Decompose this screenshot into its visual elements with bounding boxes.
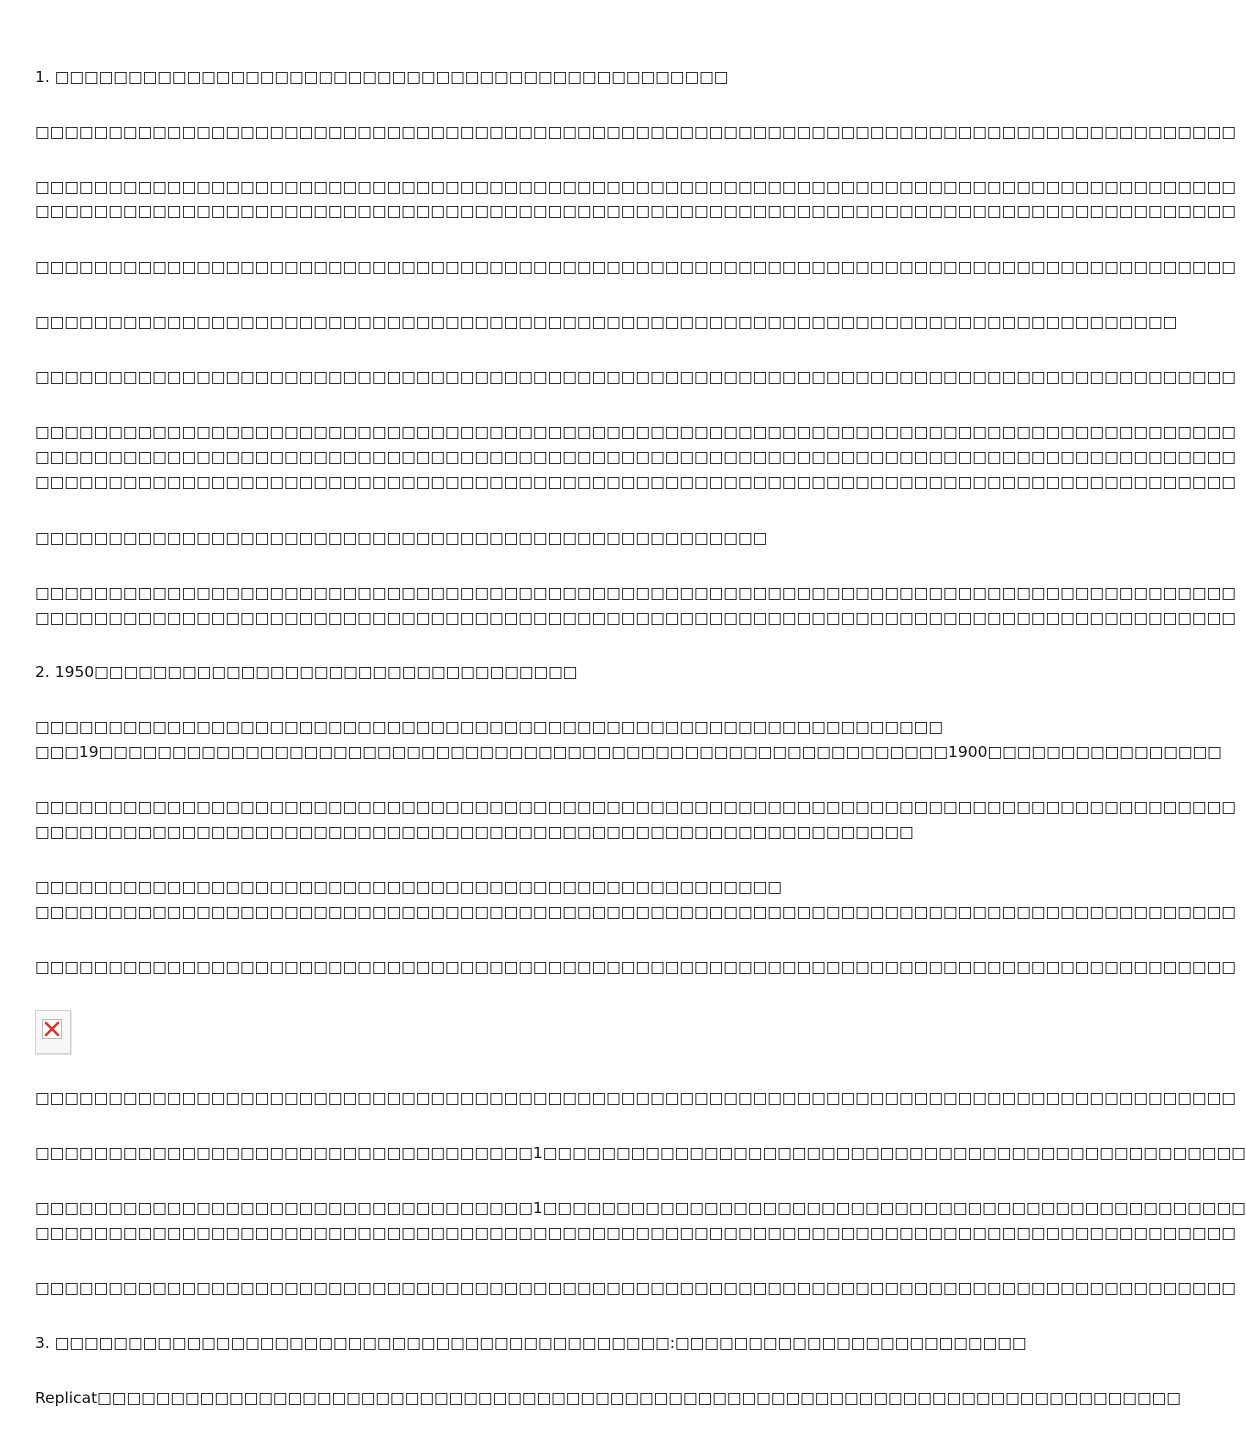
paragraph-line: □□□□□□□□□□□□□□□□□□□□□□□□□□□□□□□□□□□□□□□□□□□□□□□□□□□□□□□□□□□□□□□□□□□□□□□□□□□□□□□□□□ xyxy=(35,609,1236,627)
paragraph-line: □□□□□□□□□□□□□□□□□□□□□□□□□□□□□□□□□□□□□□□□□□□□□□□□□□□ xyxy=(35,878,782,896)
paragraph-line: Replicat□□□□□□□□□□□□□□□□□□□□□□□□□□□□□□□□□□□□□□□□□□□□□□□□□□□□□□□□□□□□□□□□□□□□□□□□□□ xyxy=(35,1389,1181,1407)
paragraph-line: □□□□□□□□□□□□□□□□□□□□□□□□□□□□□□□□□□□□□□□□□□□□□□□□□□□□□□□□□□□□□□□□□□□□□□□□□□□□□□□□□□ xyxy=(35,1224,1236,1242)
paragraph-line: □□□□□□□□□□□□□□□□□□□□□□□□□□□□□□□□□□□□□□□□□□□□□□□□□□□□□□□□□□□□□□□□□□□□□□□□□□□□□□□□□□ xyxy=(35,798,1236,816)
paragraph-line: □□□□□□□□□□□□□□□□□□□□□□□□□□□□□□□□□□□□□□□□□□□□□□□□□□□□□□□□□□□□□□□□□□□□□□□□□□□□□□□□□□ xyxy=(35,903,1236,921)
paragraph-line: □□□□□□□□□□□□□□□□□□□□□□□□□□□□□□□□□□□□□□□□□□□□□□□□□□□□□□□□□□□□□□□□□□□□□□□□□□□□□□□□□□ xyxy=(35,423,1236,441)
paragraph-line: □□□□□□□□□□□□□□□□□□□□□□□□□□□□□□□□□□□□□□□□□□□□□□□□□□□□□□□□□□□□ xyxy=(35,823,914,841)
section-heading-1: 1. □□□□□□□□□□□□□□□□□□□□□□□□□□□□□□□□□□□□□□□□□□□□□□ xyxy=(35,68,729,86)
paragraph-line: □□□□□□□□□□□□□□□□□□□□□□□□□□□□□□□□□□□□□□□□□□□□□□□□□□□□□□□□□□□□□□□□□□□□□□□□□□□□□□□□□□ xyxy=(35,178,1236,196)
paragraph-line: □□□□□□□□□□□□□□□□□□□□□□□□□□□□□□□□□□□□□□□□□□□□□□□□□□□□□□□□□□□□□□□□□□□□□□□□□□□□□□□□□□ xyxy=(35,473,1236,491)
paragraph-line: □□□□□□□□□□□□□□□□□□□□□□□□□□□□□□□□□□□□□□□□□□□□□□□□□□□□□□□□□□□□□□□□□□□□□□□□□□□□□□□□□□ xyxy=(35,123,1236,141)
paragraph-line: □□□□□□□□□□□□□□□□□□□□□□□□□□□□□□□□□□1□□□□□□□□□□□□□□□□□□□□□□□□□□□□□□□□□□□□□□□□□□□□□□□□ xyxy=(35,1144,1246,1162)
paragraph-line: □□□□□□□□□□□□□□□□□□□□□□□□□□□□□□□□□□□□□□□□□□□□□□□□□□□□□□□□□□□□□□□□□□□□□□□□□□□□□□ xyxy=(35,313,1178,331)
broken-image-icon xyxy=(35,1010,71,1054)
paragraph-line: □□□□□□□□□□□□□□□□□□□□□□□□□□□□□□□□□□□□□□□□□□□□□□□□□□□□□□□□□□□□□□□□□□□□□□□□□□□□□□□□□□ xyxy=(35,1089,1236,1107)
document-page xyxy=(35,0,1246,1449)
section-heading-2: 2. 1950□□□□□□□□□□□□□□□□□□□□□□□□□□□□□□□□□ xyxy=(35,663,578,681)
paragraph-line: □□□19□□□□□□□□□□□□□□□□□□□□□□□□□□□□□□□□□□□□□□□□□□□□□□□□□□□□□□□□□□1900□□□□□□□□□□□□□□□□ xyxy=(35,743,1222,761)
paragraph-line: □□□□□□□□□□□□□□□□□□□□□□□□□□□□□□□□□□□□□□□□□□□□□□□□□□□□□□□□□□□□□□□□□□□□□□□□□□□□□□□□□□ xyxy=(35,368,1236,386)
paragraph-line: □□□□□□□□□□□□□□□□□□□□□□□□□□□□□□□□□□□□□□□□□□□□□□□□□□□□□□□□□□□□□□□□□□□□□□□□□□□□□□□□□□ xyxy=(35,1279,1236,1297)
paragraph-line: □□□□□□□□□□□□□□□□□□□□□□□□□□□□□□□□□□□□□□□□□□□□□□□□□□□□□□□□□□□□□□□□□□□□□□□□□□□□□□□□□□ xyxy=(35,202,1236,220)
paragraph-line: □□□□□□□□□□□□□□□□□□□□□□□□□□□□□□□□□□□□□□□□□□□□□□□□□□□□□□□□□□□□□□ xyxy=(35,718,943,736)
section-heading-3: 3. □□□□□□□□□□□□□□□□□□□□□□□□□□□□□□□□□□□□□□□□□□:□□□□□□□□□□□□□□□□□□□□□□□□ xyxy=(35,1334,1027,1352)
paragraph-line: □□□□□□□□□□□□□□□□□□□□□□□□□□□□□□□□□□□□□□□□□□□□□□□□□□□□□□□□□□□□□□□□□□□□□□□□□□□□□□□□□□ xyxy=(35,584,1236,602)
broken-image-frame xyxy=(42,1019,62,1039)
paragraph-line: □□□□□□□□□□□□□□□□□□□□□□□□□□□□□□□□□□□□□□□□□□□□□□□□□□□□□□□□□□□□□□□□□□□□□□□□□□□□□□□□□□ xyxy=(35,258,1236,276)
paragraph-line: □□□□□□□□□□□□□□□□□□□□□□□□□□□□□□□□□□□□□□□□□□□□□□□□□□ xyxy=(35,529,768,547)
paragraph-line: □□□□□□□□□□□□□□□□□□□□□□□□□□□□□□□□□□□□□□□□□□□□□□□□□□□□□□□□□□□□□□□□□□□□□□□□□□□□□□□□□□ xyxy=(35,448,1236,466)
paragraph-line: □□□□□□□□□□□□□□□□□□□□□□□□□□□□□□□□□□□□□□□□□□□□□□□□□□□□□□□□□□□□□□□□□□□□□□□□□□□□□□□□□□ xyxy=(35,958,1236,976)
close-x-icon xyxy=(43,1020,61,1038)
paragraph-line: □□□□□□□□□□□□□□□□□□□□□□□□□□□□□□□□□□1□□□□□□□□□□□□□□□□□□□□□□□□□□□□□□□□□□□□□□□□□□□□□□□□ xyxy=(35,1199,1246,1217)
